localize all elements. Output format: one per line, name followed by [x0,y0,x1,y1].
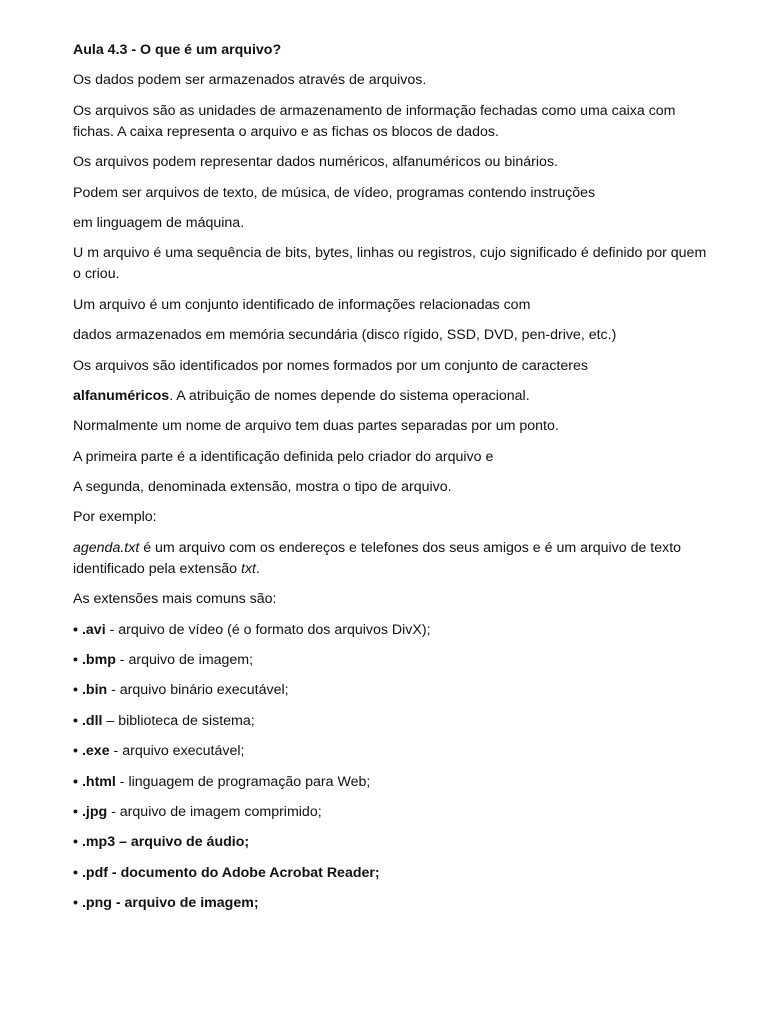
list-item [73,772,713,793]
extension-desc: - documento do Adobe Acrobat Reader; [107,864,380,881]
extension-name: .png [81,895,112,912]
extension-desc: – biblioteca de sistema; [102,712,255,729]
extension-name: .jpg [81,803,108,820]
paragraph: Podem ser arquivos de texto, de música, de vídeo, programas contendo instruções [73,184,596,201]
list-item [73,620,713,641]
example-filename: agenda.txt [73,539,140,556]
extension-name: .dll [81,712,103,729]
bullet-icon: • [73,895,78,912]
extension-name: .bmp [81,652,116,669]
list-item [73,650,713,671]
paragraph: Um arquivo é um conjunto identificado de informações relacionadas com [73,296,531,313]
extension-name: .exe [81,743,110,760]
bullet-icon: • [73,773,78,790]
bullet-icon: • [73,864,78,881]
lesson-title: Aula 4.3 - O que é um arquivo? [73,42,282,58]
paragraph: em linguagem de máquina. [73,214,245,231]
extension-desc: - linguagem de programação para Web; [115,773,371,790]
extension-desc: - arquivo de imagem; [111,895,259,912]
example-text: é um arquivo com os endereços e telefones dos seus amigos e é um arquivo de texto identificado pela extensão [73,539,682,577]
list-item [73,802,713,823]
example-text-end: . [256,560,260,577]
list-item [73,680,713,701]
extension-desc: - arquivo de imagem; [115,652,254,669]
extensions-intro: As extensões mais comuns são: [73,591,277,608]
paragraph: Os arquivos são identificados por nomes formados por um conjunto de caracteres [73,357,588,374]
paragraph: Os dados podem ser armazenados através de arquivos. [73,72,427,89]
extension-desc: - arquivo binário executável; [107,682,289,699]
paragraph: Por exemplo: [73,509,157,526]
paragraph-text: . A atribuição de nomes depende do sistema operacional. [169,387,530,404]
bullet-icon: • [73,803,78,820]
document-page [73,40,713,924]
extension-name: .pdf [81,864,108,881]
extension-name: .html [81,773,116,790]
bullet-icon: • [73,621,78,638]
extension-name: .avi [81,621,106,638]
list-item [73,741,713,762]
extension-desc: - arquivo de vídeo (é o formato dos arquivos DivX); [105,621,431,638]
paragraph: Os arquivos são as unidades de armazenamento de informação fechadas como uma caixa com fichas. A caixa representa o arquivo e as fichas os blocos de dados. [73,102,676,140]
extension-desc: - arquivo executável; [109,743,245,760]
bold-term: alfanuméricos [73,387,170,404]
paragraph: U m arquivo é uma sequência de bits, bytes, linhas ou registros, cujo significado é definido por quem o criou. [73,245,707,283]
paragraph: Os arquivos podem representar dados numéricos, alfanuméricos ou binários. [73,154,558,171]
list-item [73,863,713,884]
paragraph: A segunda, denominada extensão, mostra o tipo de arquivo. [73,479,452,496]
extension-name: .bin [81,682,108,699]
paragraph: Normalmente um nome de arquivo tem duas partes separadas por um ponto. [73,418,559,435]
example-paragraph [73,538,713,580]
paragraph-alfanumericos [73,386,713,407]
extension-desc: – arquivo de áudio; [115,834,250,851]
bullet-icon: • [73,712,78,729]
paragraph: dados armazenados em memória secundária (disco rígido, SSD, DVD, pen-drive, etc.) [73,327,617,344]
bullet-icon: • [73,834,78,851]
extension-desc: - arquivo de imagem comprimido; [107,803,322,820]
extension-name: .mp3 [81,834,116,851]
bullet-icon: • [73,652,78,669]
paragraph: A primeira parte é a identificação definida pelo criador do arquivo e [73,448,494,465]
list-item [73,832,713,853]
bullet-icon: • [73,743,78,760]
extensions-list [73,620,713,915]
list-item [73,711,713,732]
list-item [73,893,713,914]
bullet-icon: • [73,682,78,699]
example-extension: txt [241,560,256,577]
